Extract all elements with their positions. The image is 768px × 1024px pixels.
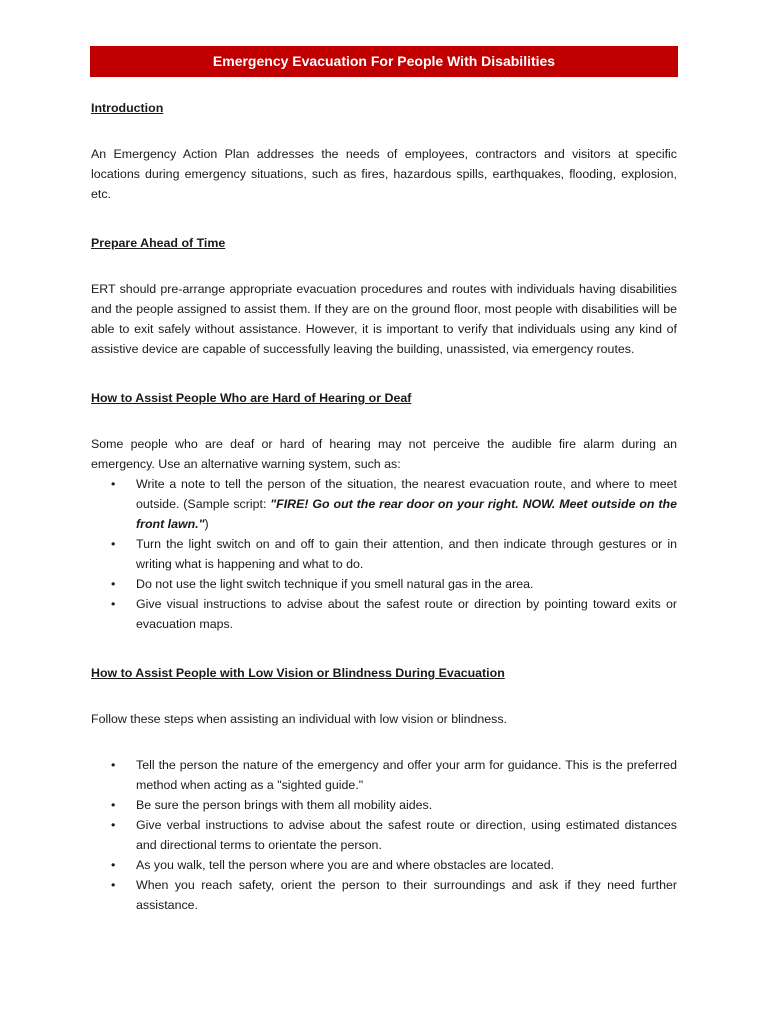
prepare-paragraph: ERT should pre-arrange appropriate evacuation procedures and routes with individuals having disabilities and the people assigned to assist them. If they are on the ground floor, most people with disabilities will be able to exit safely without assistance. However, it is important to verify that individuals using any kind of assistive device are capable of successfully leaving the building, unassisted, via emergency routes. xyxy=(91,282,677,356)
list-item xyxy=(91,815,677,855)
section-heading-hearing: How to Assist People Who are Hard of Hearing or Deaf xyxy=(91,391,412,405)
list-item xyxy=(91,855,677,875)
bullet-icon: • xyxy=(111,758,116,772)
bullet-icon: • xyxy=(111,537,116,551)
section-heading-vision: How to Assist People with Low Vision or Blindness During Evacuation xyxy=(91,666,505,680)
bullet-text: Give visual instructions to advise about the safest route or direction by pointing toward exits or evacuation maps. xyxy=(136,597,677,631)
list-item xyxy=(91,474,677,534)
document-title: Emergency Evacuation For People With Disabilities xyxy=(90,46,678,77)
bullet-text: When you reach safety, orient the person to their surroundings and ask if they need further assistance. xyxy=(136,878,677,912)
bullet-icon: • xyxy=(111,858,116,872)
bullet-text: Do not use the light switch technique if you smell natural gas in the area. xyxy=(136,577,534,591)
hearing-bullet-list xyxy=(91,474,677,634)
list-item xyxy=(91,534,677,574)
bullet-icon: • xyxy=(111,597,116,611)
bullet-text: As you walk, tell the person where you are and where obstacles are located. xyxy=(136,858,555,872)
bullet-text: Write a note to tell the person of the situation, the nearest evacuation route, and where to meet outside. (Sample script: xyxy=(136,477,677,511)
list-item xyxy=(91,795,677,815)
section-heading-prepare: Prepare Ahead of Time xyxy=(91,236,226,250)
bullet-text-end: ) xyxy=(204,517,209,531)
vision-paragraph: Follow these steps when assisting an individual with low vision or blindness. xyxy=(91,712,507,726)
bullet-text: Turn the light switch on and off to gain their attention, and then indicate through gestures or in writing what is happening and what to do. xyxy=(136,537,677,571)
section-heading-introduction: Introduction xyxy=(91,101,164,115)
bullet-icon: • xyxy=(111,878,116,892)
sample-script: "FIRE! Go out the rear door on your right. NOW. Meet outside on the front lawn." xyxy=(136,497,677,531)
bullet-icon: • xyxy=(111,477,116,491)
hearing-paragraph: Some people who are deaf or hard of hearing may not perceive the audible fire alarm during an emergency. Use an alternative warning system, such as: xyxy=(91,437,677,471)
bullet-text: Tell the person the nature of the emergency and offer your arm for guidance. This is the preferred method when acting as a "sighted guide." xyxy=(136,758,677,792)
bullet-text: Give verbal instructions to advise about the safest route or direction, using estimated distances and directional terms to orientate the person. xyxy=(136,818,677,852)
vision-bullet-list xyxy=(91,755,677,915)
list-item xyxy=(91,875,677,915)
bullet-text: Be sure the person brings with them all mobility aides. xyxy=(136,798,433,812)
bullet-icon: • xyxy=(111,798,116,812)
document-body xyxy=(91,98,677,915)
bullet-icon: • xyxy=(111,818,116,832)
list-item xyxy=(91,755,677,795)
introduction-paragraph: An Emergency Action Plan addresses the needs of employees, contractors and visitors at specific locations during emergency situations, such as fires, hazardous spills, earthquakes, flooding, explosion, etc. xyxy=(91,147,677,201)
list-item xyxy=(91,594,677,634)
list-item xyxy=(91,574,677,594)
bullet-icon: • xyxy=(111,577,116,591)
